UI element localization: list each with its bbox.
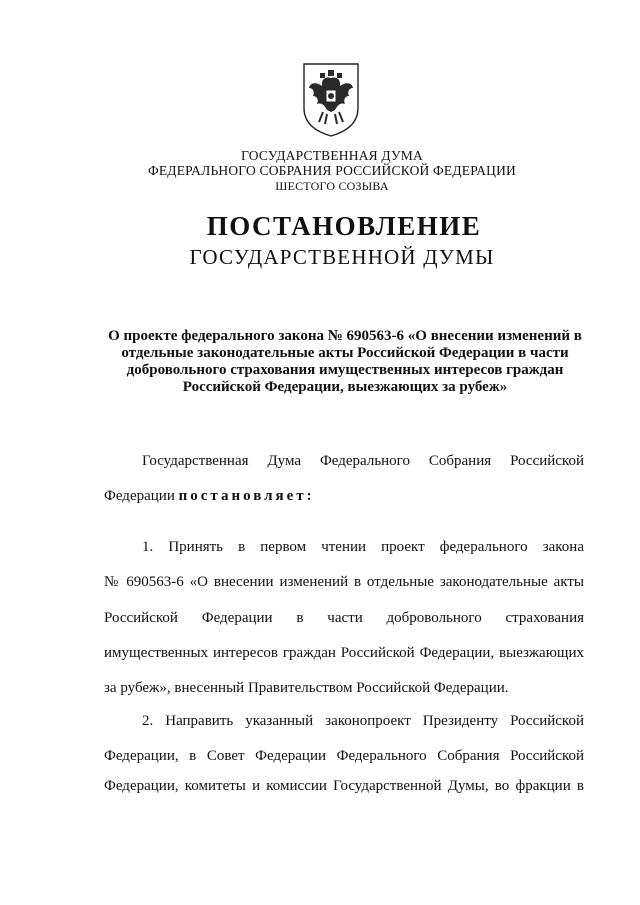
paragraph-2-line: Федерации, комитеты и комиссии Государственной Думы, во фракции в	[104, 778, 584, 794]
paragraph-2-line: Федерации, в Совет Федерации Федерального Собрания Российской	[104, 748, 584, 764]
convocation-line: ШЕСТОГО СОЗЫВА	[275, 179, 389, 193]
org-name-line-1: ГОСУДАРСТВЕННАЯ ДУМА	[241, 148, 423, 163]
intro-line	[104, 487, 584, 505]
resolves-verb: постановляет:	[178, 488, 315, 504]
resolution-subject	[96, 328, 594, 396]
org-name-line-2: ФЕДЕРАЛЬНОГО СОБРАНИЯ РОССИЙСКОЙ ФЕДЕРАЦИИ	[148, 163, 516, 178]
intro-line: Государственная Дума Федерального Собрания Российской	[142, 453, 584, 469]
paragraph-1-line: имущественных интересов граждан Российской Федерации, выезжающих	[104, 645, 584, 661]
subject-line: отдельные законодательные акты Российской Федерации в части	[121, 345, 569, 361]
paragraph-1-line: за рубеж», внесенный Правительством Российской Федерации.	[104, 680, 509, 696]
russian-coat-of-arms-icon	[301, 62, 361, 138]
subject-line: Российской Федерации, выезжающих за рубеж»	[182, 379, 508, 395]
paragraph-1-line: Российской Федерации в части добровольного страхования	[104, 610, 584, 626]
paragraph-1-line: 1. Принять в первом чтении проект федерального закона	[142, 539, 584, 555]
paragraph-2-line: 2. Направить указанный законопроект Президенту Российской	[142, 713, 584, 729]
document-issuer-title: ГОСУДАРСТВЕННОЙ ДУМЫ	[189, 245, 495, 269]
document-type-title: ПОСТАНОВЛЕНИЕ	[206, 211, 482, 241]
subject-line: О проекте федерального закона № 690563-6 «О внесении изменений в	[108, 328, 582, 344]
subject-line: добровольного страхования имущественных интересов граждан	[126, 362, 564, 378]
paragraph-1-line: № 690563-6 «О внесении изменений в отдельные законодательные акты	[104, 574, 584, 590]
intro-prefix: Федерации	[104, 488, 175, 504]
